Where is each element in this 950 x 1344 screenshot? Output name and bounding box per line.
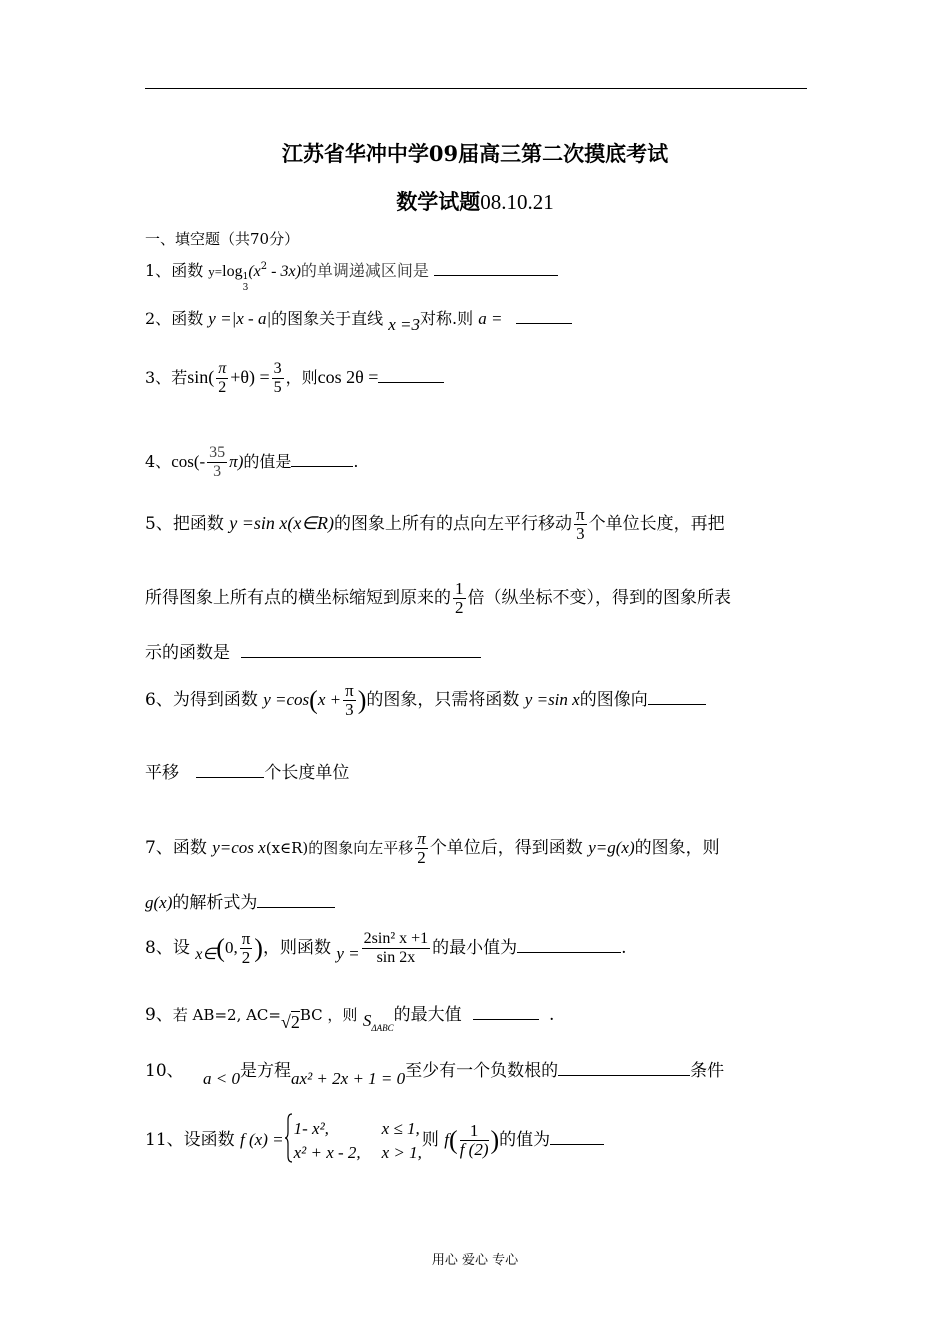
question-9 [145, 1000, 554, 1033]
q5-number: 5、 [145, 514, 173, 534]
q2-line: x =3 [388, 315, 421, 334]
q11-paren-close: ) [490, 1125, 500, 1155]
q2-prefix: 函数 [171, 309, 204, 328]
q8-number: 8、 [145, 938, 173, 958]
q11-fraction: $\frac{1}{f (2)}$ [459, 1121, 489, 1159]
q6-length-blank[interactable] [196, 763, 264, 778]
exam-date: 08.10.21 [480, 190, 554, 214]
q5-expr: y =sin x(x∈R) [229, 513, 335, 533]
q11-ff: f [444, 1130, 450, 1149]
q5-pi-over-3: $\frac{\pi}{3}$ [576, 505, 585, 543]
q7-answer-blank[interactable] [257, 893, 335, 908]
q1-exp: 2 [260, 261, 268, 272]
question-8 [145, 930, 627, 967]
q7-text-e: 的解析式为 [172, 893, 258, 913]
q6-direction-blank[interactable] [648, 690, 706, 705]
question-5-line-3 [145, 638, 481, 663]
q9-text-a: 若 AB=2, AC= [172, 1006, 281, 1024]
q5-text-b: 的图象上所有的点向左平行移动 [334, 514, 573, 534]
q8-zero: 0, [224, 938, 238, 957]
q3-number: 3、 [145, 368, 172, 387]
q5-answer-blank[interactable] [241, 643, 481, 658]
q4-cos: cos(- [171, 452, 206, 471]
exam-title: 江苏省华冲中学09届高三第二次摸底考试 [281, 141, 669, 166]
question-5-line-2 [145, 580, 731, 617]
q6-text-c: 的图像向 [579, 690, 648, 710]
q9-area: $S_{\Delta ABC}$ [362, 1011, 394, 1033]
q10-number: 10、 [145, 1061, 184, 1081]
q2-suffix: 对称.则 [420, 309, 474, 328]
q3-cos: cos 2θ = [317, 367, 379, 387]
q9-text-c: 的最大值 [393, 1005, 462, 1025]
q7-pi-over-2: $\frac{\pi}{2}$ [417, 829, 426, 867]
q8-answer-blank[interactable] [517, 938, 621, 953]
q4-number: 4、 [145, 452, 172, 471]
q7-text-d: 的图象，则 [634, 838, 720, 858]
question-5-line-1 [145, 506, 725, 543]
question-7-line-1 [145, 830, 720, 867]
q8-pi-over-2: $\frac{\pi}{2}$ [241, 929, 251, 967]
q11-text-b: 则 [421, 1130, 439, 1150]
q10-text-b: 至少有一个负数根的 [405, 1061, 559, 1081]
q11-answer-blank[interactable] [550, 1130, 604, 1145]
q3-3-over-5: $\frac{3}{5}$ [273, 360, 282, 396]
q6-paren-close: ) [357, 685, 367, 715]
q1-arg-rest: - 3x) [267, 263, 301, 280]
q8-fraction: $\frac{\text{2sin² x +1}}{\sin 2x}$ [363, 930, 429, 966]
q8-paren-close: ) [254, 933, 263, 963]
q4-end: . [353, 452, 359, 471]
q1-suffix: 的单调递减区间是 [300, 261, 429, 280]
question-4 [145, 444, 358, 481]
q5-text-d: 所得图象上所有点的横坐标缩短到原来的 [145, 588, 451, 608]
question-6-line-2 [145, 758, 349, 783]
q6-paren-open: ( [309, 685, 318, 715]
q4-answer-blank[interactable] [291, 452, 353, 467]
question-1 [145, 258, 558, 294]
q3-prefix: 若 [171, 368, 188, 387]
q11-number: 11、 [145, 1130, 184, 1150]
q1-arg: (x [248, 263, 261, 280]
q1-number: 1、 [145, 261, 172, 280]
subtitle-text: 数学试题 [396, 189, 481, 214]
q11-f: f (x) = [240, 1130, 284, 1149]
q6-text-d: 平移 [145, 763, 179, 783]
q1-y: y= [208, 264, 223, 279]
q9-number: 9、 [145, 1005, 173, 1025]
q1-prefix: 函数 [171, 261, 204, 280]
question-6-line-1 [145, 682, 706, 719]
q6-x-plus: x + [317, 690, 342, 709]
question-7-line-2 [145, 888, 335, 913]
q2-number: 2、 [145, 309, 172, 328]
q5-text-a: 把函数 [172, 514, 224, 534]
q9-sqrt: √2 [280, 1012, 300, 1032]
q1-log-base: 1 3 [242, 272, 249, 293]
q10-text-c: 条件 [690, 1061, 725, 1081]
question-11 [145, 1112, 604, 1169]
q6-text-a: 为得到函数 [172, 690, 258, 710]
q8-text-a: 设 [172, 938, 190, 958]
q9-text-b: BC ，则 [299, 1006, 358, 1024]
q8-paren-open: ( [216, 933, 225, 963]
q11-paren-open: ( [449, 1125, 458, 1155]
q2-mid: 的图象关于直线 [271, 309, 384, 328]
q7-gx: g(x) [145, 893, 173, 912]
q1-log: log [222, 263, 243, 280]
question-2 [145, 306, 572, 335]
section-heading: 一、填空题（共70分） [145, 230, 300, 248]
header-rule [145, 88, 807, 89]
q7-text-b: (x∈R)的图象向左平移 [265, 839, 414, 857]
q3-pi-over-2: $\frac{\pi}{2}$ [218, 360, 227, 396]
q8-text-c: 的最小值为 [432, 938, 518, 958]
q6-number: 6、 [145, 690, 173, 710]
q10-answer-blank[interactable] [558, 1061, 690, 1076]
q7-text-a: 函数 [172, 838, 207, 858]
q8-text-b: ，则函数 [262, 938, 331, 958]
q10-equation: ax² + 2x + 1 = 0 [291, 1069, 406, 1088]
exam-subtitle [0, 186, 950, 216]
q6-sin: y =sin x [524, 690, 580, 709]
q9-end: . [549, 1005, 555, 1025]
q4-pi: π) [229, 452, 244, 471]
q11-cases: 1- x², x ≤ 1, x² + x - 2, x > 1, [293, 1118, 422, 1162]
q3-theta: +θ) = [230, 367, 270, 387]
q2-answer-blank[interactable] [516, 309, 572, 324]
q3-mid: ，则 [285, 368, 318, 387]
q8-y: y = [336, 944, 360, 963]
q7-text-c: 个单位后，得到函数 [429, 838, 583, 858]
q4-35-over-3: $\frac{35}{3}$ [209, 444, 226, 480]
q6-pi-over-3: $\frac{\pi}{3}$ [345, 681, 354, 719]
q5-text-f: 示的函数是 [145, 643, 230, 663]
q6-expr: y =cos [263, 690, 310, 709]
question-3 [145, 360, 444, 397]
question-10 [145, 1056, 724, 1089]
q11-text-a: 设函数 [183, 1130, 235, 1150]
q2-expr: y =|x - a| [208, 309, 272, 328]
q11-text-c: 的值为 [499, 1130, 551, 1150]
q7-expr: y=cos x [212, 838, 266, 857]
q10-cond: a < 0 [203, 1069, 241, 1088]
q6-text-b: 的图象，只需将函数 [366, 690, 520, 710]
q3-sin: sin( [187, 367, 215, 387]
page-footer: 用心 爱心 专心 [431, 1253, 519, 1268]
q7-g: y=g(x) [588, 838, 635, 857]
q5-text-e: 倍（纵坐标不变），得到的图象所表 [467, 588, 731, 608]
q8-x: x∈ [195, 946, 217, 963]
q8-end: . [621, 938, 627, 958]
q6-text-e: 个长度单位 [264, 763, 350, 783]
q5-text-c: 个单位长度，再把 [588, 514, 725, 534]
q3-answer-blank[interactable] [378, 368, 444, 383]
q7-number: 7、 [145, 838, 173, 858]
q11-brace [284, 1112, 294, 1169]
q5-1-over-2: $\frac{1}{2}$ [455, 579, 464, 617]
q10-text-a: 是方程 [240, 1061, 292, 1081]
q9-answer-blank[interactable] [473, 1005, 539, 1020]
q1-answer-blank[interactable] [434, 261, 558, 276]
q4-suffix: 的值是 [243, 452, 292, 471]
q2-var: a = [478, 309, 503, 328]
